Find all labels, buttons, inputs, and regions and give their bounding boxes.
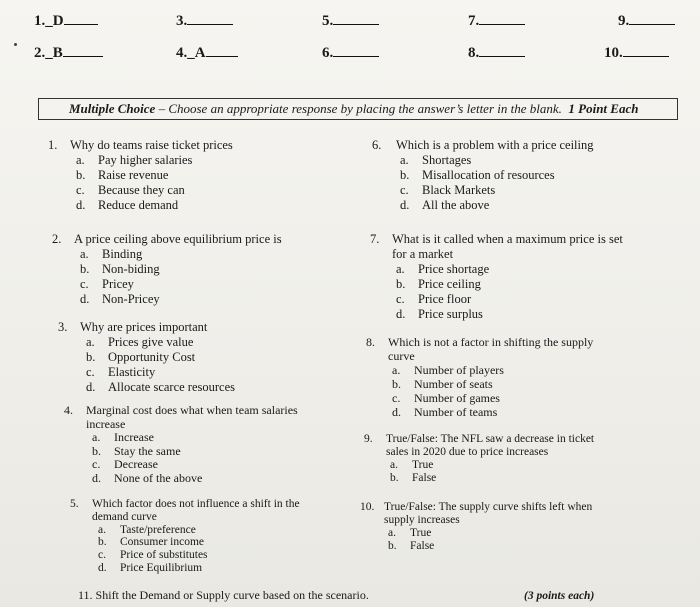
option[interactable]: d. Reduce demand: [76, 198, 179, 212]
option[interactable]: a. Shortages: [400, 153, 472, 167]
question-7: 7. What is it called when a maximum price is set for a market a. Price shortage b. Price ceiling c. Price floor d. Price surplus: [370, 232, 623, 321]
option[interactable]: c. Decrease: [92, 457, 158, 471]
instructions-banner: [38, 98, 678, 120]
answer-8[interactable]: 8.: [468, 42, 525, 62]
question-10: 10. True/False: The supply curve shifts left when supply increases a. True b. False: [360, 501, 593, 552]
answer-2-value: _B: [45, 45, 63, 61]
option[interactable]: a. True: [388, 527, 432, 539]
question-2-stem: A price ceiling above equilibrium price is: [74, 232, 282, 246]
option[interactable]: b. Price ceiling: [396, 277, 481, 291]
option[interactable]: c. Black Markets: [400, 183, 496, 197]
option[interactable]: c. Elasticity: [86, 365, 156, 379]
answer-7[interactable]: 7.: [468, 10, 525, 30]
question-9: 9. True/False: The NFL saw a decrease in ticket sales in 2020 due to price increases a. True b. False: [364, 433, 595, 484]
margin-dot: [14, 43, 17, 46]
option[interactable]: b. Stay the same: [92, 443, 181, 458]
answer-9[interactable]: 9.: [618, 10, 675, 30]
option[interactable]: a. Increase: [92, 430, 154, 444]
question-7-stem: What is it called when a maximum price is set: [392, 232, 623, 246]
option[interactable]: c. Price of substitutes: [98, 549, 208, 562]
question-9-stem: True/False: The NFL saw a decrease in ticket: [386, 433, 595, 445]
question-4: 4. Marginal cost does what when team salaries increase a. Increase b. Stay the same c. Decrease d. None of the above: [64, 403, 298, 485]
option[interactable]: a. Price shortage: [396, 262, 490, 276]
option[interactable]: d. Non-Pricey: [80, 292, 160, 306]
option[interactable]: a. Binding: [80, 247, 143, 261]
option[interactable]: c. Because they can: [76, 183, 185, 197]
question-8-stem: Which is not a factor in shifting the supply: [388, 335, 594, 349]
option[interactable]: d. All the above: [400, 198, 490, 212]
question-10-stem: True/False: The supply curve shifts left when: [384, 501, 593, 513]
question-11: 11. Shift the Demand or Supply curve based on the scenario.: [78, 588, 369, 602]
question-3-stem: Why are prices important: [80, 320, 208, 334]
answer-10[interactable]: 10.: [604, 42, 669, 62]
option[interactable]: a. Number of players: [392, 363, 504, 377]
option[interactable]: c. Price floor: [396, 292, 472, 306]
option[interactable]: b. Consumer income: [98, 536, 204, 549]
option[interactable]: d. Price surplus: [396, 307, 483, 321]
question-8: 8. Which is not a factor in shifting the supply curve a. Number of players b. Number of seats c. Number of games d. Number of teams: [366, 335, 594, 419]
question-4-stem: Marginal cost does what when team salaries: [86, 403, 298, 417]
option[interactable]: b. Non-biding: [80, 262, 160, 276]
answer-4-value: _A: [187, 45, 206, 61]
points-note: (3 points each): [524, 590, 595, 602]
option[interactable]: b. False: [388, 540, 435, 552]
question-5-stem: Which factor does not influence a shift in the: [92, 498, 300, 510]
question-2: 2. A price ceiling above equilibrium price is a. Binding b. Non-biding c. Pricey d. Non-Pricey: [52, 232, 282, 306]
question-3: 3. Why are prices important a. Prices give value b. Opportunity Cost c. Elasticity d. Allocate scarce resources: [58, 320, 236, 394]
option[interactable]: a. Pay higher salaries: [76, 153, 193, 167]
option[interactable]: d. Number of teams: [392, 405, 498, 419]
option[interactable]: a. True: [390, 459, 434, 471]
answer-6[interactable]: 6.: [322, 42, 379, 62]
instructions-text: – Choose an appropriate response by placing the answer’s letter in the blank.: [155, 101, 562, 116]
instructions-title: Multiple Choice: [69, 101, 156, 116]
answer-4[interactable]: 4._A: [176, 42, 238, 62]
option[interactable]: b. Opportunity Cost: [86, 350, 196, 364]
option[interactable]: b. Number of seats: [392, 377, 493, 391]
question-6: 6. Which is a problem with a price ceiling a. Shortages b. Misallocation of resources c. Black Markets d. All the above: [372, 138, 594, 212]
option[interactable]: d. None of the above: [92, 470, 203, 485]
option[interactable]: a. Prices give value: [86, 335, 194, 349]
option[interactable]: c. Number of games: [392, 391, 500, 405]
answer-5[interactable]: 5.: [322, 10, 379, 30]
option[interactable]: d. Price Equilibrium: [98, 561, 203, 574]
option[interactable]: d. Allocate scarce resources: [86, 380, 236, 394]
option[interactable]: b. Misallocation of resources: [400, 168, 555, 182]
option[interactable]: b. Raise revenue: [76, 168, 169, 182]
instructions-points: 1 Point Each: [568, 101, 639, 116]
question-5: 5. Which factor does not influence a shift in the demand curve a. Taste/preference b. Consumer income c. Price of substitutes d. Price Equilibrium: [70, 498, 300, 574]
question-1: 1. Why do teams raise ticket prices a. Pay higher salaries b. Raise revenue c. Because they can d. Reduce demand: [48, 138, 233, 212]
option[interactable]: c. Pricey: [80, 277, 134, 291]
question-6-stem: Which is a problem with a price ceiling: [396, 138, 594, 152]
answer-3[interactable]: 3.: [176, 10, 233, 30]
answer-2[interactable]: 2._B: [34, 42, 103, 62]
option[interactable]: a. Taste/preference: [98, 523, 196, 536]
option[interactable]: b. False: [390, 472, 437, 484]
answer-1[interactable]: 1._D: [34, 10, 98, 30]
question-1-stem: Why do teams raise ticket prices: [70, 138, 233, 152]
answer-1-value: _D: [45, 13, 64, 29]
